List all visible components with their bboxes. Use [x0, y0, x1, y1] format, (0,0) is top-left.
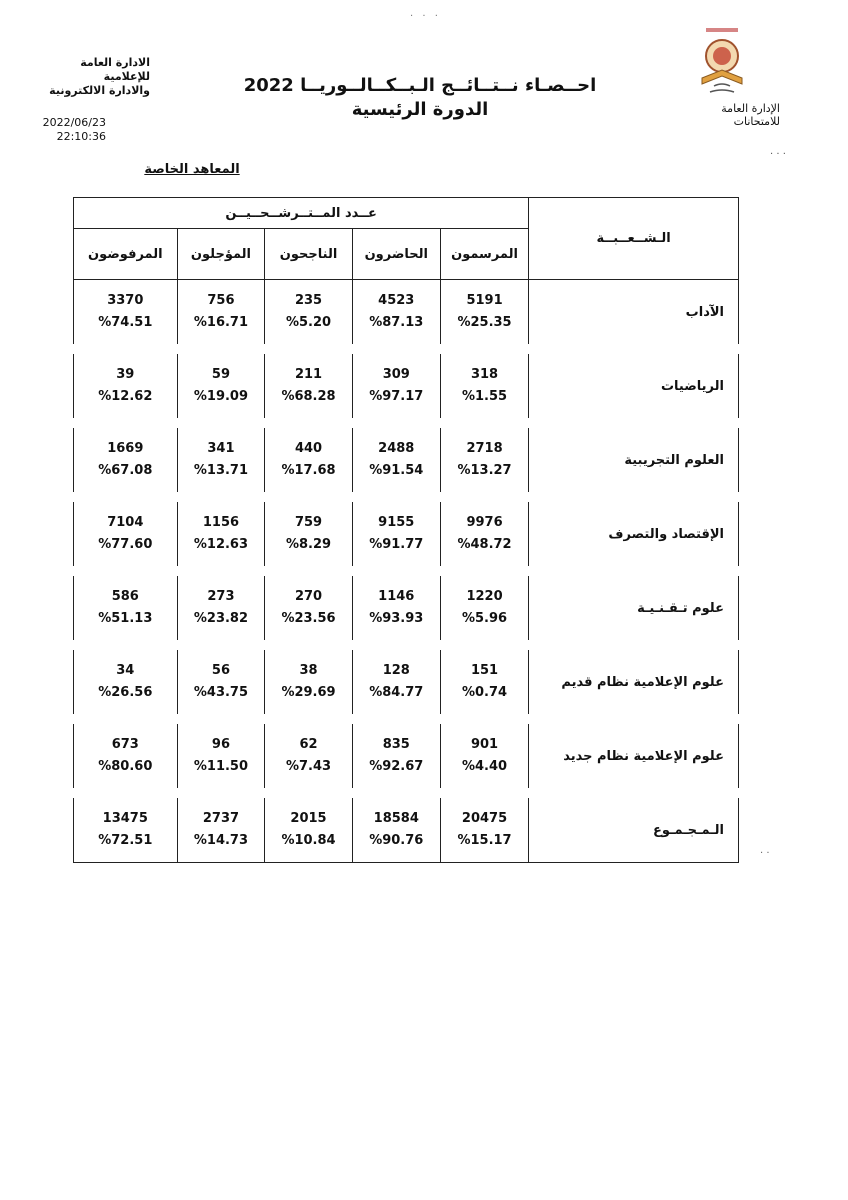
count-value: 440 — [294, 441, 323, 456]
scan-mark-bottom: . . — [760, 845, 770, 856]
count-value: 211 — [294, 367, 323, 382]
count-value: 318 — [470, 367, 499, 382]
value-cell — [74, 280, 178, 350]
value-cell — [440, 571, 528, 645]
column-header: المؤجلون — [177, 229, 265, 280]
count-value: 835 — [382, 737, 410, 752]
percent-value: %29.69 — [281, 685, 336, 700]
percent-value: %74.51 — [98, 315, 153, 330]
candidates-group-header: عــدد المــتــرشــحــيــن — [74, 198, 529, 229]
table-row — [74, 719, 739, 793]
percent-value: %90.76 — [369, 833, 424, 848]
percent-value: %7.43 — [285, 759, 332, 774]
count-value: 5191 — [466, 293, 503, 308]
value-cell — [265, 497, 352, 571]
branch-name: علوم الإعلامية نظام قديم — [529, 645, 739, 719]
count-value: 1669 — [107, 441, 144, 456]
value-cell — [177, 497, 265, 571]
value-cell — [177, 349, 265, 423]
value-cell — [440, 645, 528, 719]
count-value: 18584 — [373, 811, 419, 826]
scan-mark-top: . . . — [410, 8, 441, 19]
table-row — [74, 571, 739, 645]
percent-value: %68.28 — [281, 389, 336, 404]
value-cell — [265, 793, 352, 863]
percent-value: %25.35 — [457, 315, 512, 330]
value-cell — [352, 349, 440, 423]
percent-value: %10.84 — [281, 833, 336, 848]
value-cell — [74, 423, 178, 497]
branch-name: العلوم التجريبية — [529, 423, 739, 497]
percent-value: %77.60 — [98, 537, 153, 552]
percent-value: %19.09 — [193, 389, 249, 404]
count-value: 34 — [116, 663, 135, 678]
count-value: 673 — [111, 737, 139, 752]
issuer-line-2: والادارة الالكترونية — [49, 84, 150, 97]
percent-value: %23.56 — [281, 611, 336, 626]
column-header: الحاضرون — [352, 229, 440, 280]
percent-value: %87.13 — [369, 315, 424, 330]
percent-value: %16.71 — [193, 315, 249, 330]
percent-value: %67.08 — [98, 463, 153, 478]
count-value: 38 — [299, 663, 318, 678]
count-value: 56 — [211, 663, 230, 678]
value-cell — [440, 719, 528, 793]
count-value: 151 — [470, 663, 499, 678]
count-value: 1220 — [466, 589, 503, 604]
percent-value: %43.75 — [193, 685, 249, 700]
title-line-2: الدورة الرئيسية — [351, 99, 489, 120]
issuer-line-1: الادارة العامة للإعلامية — [80, 56, 150, 83]
value-cell — [352, 280, 440, 350]
percent-value: %23.82 — [193, 611, 249, 626]
count-value: 62 — [299, 737, 318, 752]
branch-name: الآداب — [529, 280, 739, 350]
count-value: 2718 — [466, 441, 503, 456]
value-cell — [352, 497, 440, 571]
value-cell — [440, 280, 528, 350]
table-row — [74, 793, 739, 863]
value-cell — [177, 280, 265, 350]
value-cell — [352, 423, 440, 497]
value-cell — [440, 423, 528, 497]
value-cell — [265, 719, 352, 793]
count-value: 96 — [211, 737, 230, 752]
value-cell — [352, 645, 440, 719]
count-value: 759 — [294, 515, 323, 530]
value-cell — [74, 645, 178, 719]
percent-value: %8.29 — [285, 537, 332, 552]
count-value: 586 — [111, 589, 139, 604]
count-value: 2488 — [378, 441, 415, 456]
value-cell — [177, 645, 265, 719]
percent-value: %97.17 — [369, 389, 424, 404]
issuer-block — [40, 56, 150, 98]
count-value: 901 — [470, 737, 499, 752]
value-cell — [177, 793, 265, 863]
percent-value: %15.17 — [457, 833, 512, 848]
logo-caption: الإدارة العامة للامتحانات — [721, 102, 780, 128]
count-value: 756 — [207, 293, 235, 308]
branch-name: علوم الإعلامية نظام جديد — [529, 719, 739, 793]
percent-value: %0.74 — [461, 685, 508, 700]
count-value: 2015 — [290, 811, 327, 826]
value-cell — [177, 571, 265, 645]
percent-value: %13.71 — [193, 463, 249, 478]
ministry-emblem-icon — [692, 26, 752, 102]
document-title — [200, 74, 640, 122]
branch-name: الـمـجـمـوع — [529, 793, 739, 863]
value-cell — [352, 793, 440, 863]
scan-mark-right: . . . — [770, 146, 786, 157]
branch-header: الـشــعــبــة — [529, 198, 739, 280]
count-value: 3370 — [107, 293, 144, 308]
count-value: 9976 — [466, 515, 503, 530]
value-cell — [74, 349, 178, 423]
timestamp-block — [40, 116, 106, 144]
table-row — [74, 280, 739, 350]
percent-value: %17.68 — [281, 463, 336, 478]
percent-value: %84.77 — [369, 685, 424, 700]
percent-value: %12.63 — [193, 537, 249, 552]
title-line-1: احــصـاء نــتــائــج الـبــكــالــوريــا 2022 — [243, 75, 597, 96]
percent-value: %14.73 — [193, 833, 249, 848]
table-row — [74, 423, 739, 497]
percent-value: %48.72 — [457, 537, 512, 552]
percent-value: %26.56 — [98, 685, 153, 700]
percent-value: %13.27 — [457, 463, 512, 478]
percent-value: %51.13 — [98, 611, 153, 626]
value-cell — [177, 423, 265, 497]
section-label: المعاهد الخاصة — [144, 162, 240, 177]
branch-name: علوم تـقـنـيـة — [529, 571, 739, 645]
percent-value: %93.93 — [369, 611, 424, 626]
count-value: 341 — [207, 441, 235, 456]
count-value: 4523 — [378, 293, 415, 308]
count-value: 39 — [116, 367, 135, 382]
value-cell — [74, 719, 178, 793]
count-value: 2737 — [202, 811, 240, 826]
table-body — [74, 280, 739, 863]
value-cell — [177, 719, 265, 793]
percent-value: %92.67 — [369, 759, 424, 774]
percent-value: %1.55 — [461, 389, 508, 404]
column-header: المرسمون — [440, 229, 528, 280]
value-cell — [74, 793, 178, 863]
percent-value: %11.50 — [193, 759, 249, 774]
count-value: 1156 — [202, 515, 240, 530]
count-value: 128 — [382, 663, 410, 678]
count-value: 273 — [207, 589, 235, 604]
value-cell — [352, 571, 440, 645]
count-value: 309 — [382, 367, 410, 382]
percent-value: %80.60 — [98, 759, 153, 774]
count-value: 270 — [294, 589, 323, 604]
value-cell — [440, 497, 528, 571]
value-cell — [265, 645, 352, 719]
value-cell — [352, 719, 440, 793]
percent-value: %4.40 — [461, 759, 508, 774]
percent-value: %91.54 — [369, 463, 424, 478]
value-cell — [440, 793, 528, 863]
percent-value: %12.62 — [98, 389, 153, 404]
value-cell — [265, 280, 352, 350]
percent-value: %72.51 — [98, 833, 153, 848]
percent-value: %91.77 — [369, 537, 424, 552]
date-text: 2022/06/23 — [42, 116, 106, 129]
value-cell — [265, 571, 352, 645]
value-cell — [265, 349, 352, 423]
count-value: 1146 — [378, 589, 415, 604]
count-value: 13475 — [102, 811, 148, 826]
column-header: المرفوضون — [74, 229, 178, 280]
count-value: 9155 — [378, 515, 415, 530]
time-text: 22:10:36 — [56, 130, 106, 143]
value-cell — [74, 497, 178, 571]
table-row — [74, 349, 739, 423]
count-value: 59 — [211, 367, 230, 382]
percent-value: %5.20 — [285, 315, 332, 330]
results-table — [73, 197, 739, 863]
percent-value: %5.96 — [461, 611, 508, 626]
branch-name: الإقتصاد والتصرف — [529, 497, 739, 571]
column-header: الناجحون — [265, 229, 352, 280]
count-value: 20475 — [461, 811, 508, 826]
count-value: 7104 — [107, 515, 144, 530]
count-value: 235 — [294, 293, 323, 308]
table-row — [74, 645, 739, 719]
value-cell — [265, 423, 352, 497]
branch-name: الرياضيات — [529, 349, 739, 423]
value-cell — [440, 349, 528, 423]
table-row — [74, 497, 739, 571]
value-cell — [74, 571, 178, 645]
